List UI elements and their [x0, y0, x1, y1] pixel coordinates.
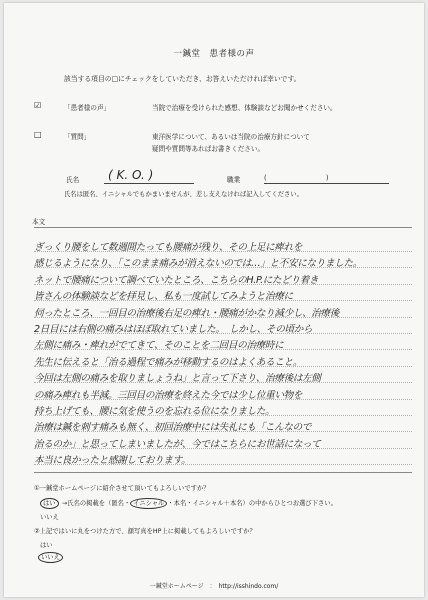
body-text-line: 先生に伝えると「治る過程で痛みが移動するのはよくあること。	[34, 356, 303, 368]
question-2: ②上記ではいに丸をつけた方で、顔写真をHP上に掲載してもよろしいですか？	[34, 528, 256, 535]
question-1-no-option: いいえ	[40, 514, 59, 521]
job-value: ( )	[264, 174, 329, 182]
body-text-line: の痛み痺れも半減。三回目の治療を終えた今では少し位重い物を	[34, 389, 303, 401]
name-underline	[104, 183, 194, 184]
job-label: 職業	[227, 176, 241, 184]
body-text-line: 治るのか」と思ってしまいましたが、今ではこちらにお世話になって	[34, 438, 321, 450]
testimonial-form-sheet	[4, 3, 424, 597]
question-2-yes-option: はい	[40, 542, 53, 549]
question-1: ①一鍼堂ホームページに紹介させて頂いてもよろしいですか？	[34, 485, 210, 492]
question-1-option-text: →氏名の掲載を（匿名・	[62, 500, 131, 507]
section-question-description-2: 疑問や質問等あればお書きください。	[152, 145, 265, 153]
question-1-option-rest: ・本名・イニシャル＋本名）の中からひとつお選び下さい。	[167, 500, 337, 507]
footer-url: http://isshindo.com/	[218, 583, 279, 590]
checked-checkbox-icon: ☑	[34, 101, 42, 110]
body-text-line: 左側に痛み・痺れがでてきて、そのことを二回目の治療時に	[34, 340, 284, 352]
footer: 一鍼堂ホームページ ： http://isshindo.com/	[149, 583, 279, 590]
question-1-yes-option	[40, 498, 59, 509]
empty-checkbox-icon: □	[34, 130, 42, 139]
name-value: ( K. O. )	[108, 168, 154, 182]
body-text-line: 皆さんの体験談などを拝見し、私も一度試してみようと治療に	[34, 291, 293, 303]
section-question-label: 「質問」	[64, 133, 91, 141]
form-intro: 該当する項目の□にチェックをしていただき、お答えいただければ幸いです。	[64, 75, 301, 83]
form-title: 一鍼堂 患者様の声	[173, 49, 255, 59]
body-text-line: ぎっくり腰をして数週間たっても腰痛が残り、その上足に痺れを	[34, 242, 303, 253]
question-1-name-choice	[62, 498, 337, 509]
question-1-yes-circled: はい	[40, 498, 59, 509]
body-text-line: 伺ったところ、一回目の治療後右足の痺れ・腰痛がかなり減少し、治療後	[34, 307, 340, 319]
footer-site-name: 一鍼堂ホームページ	[149, 583, 204, 590]
question-2-no-option	[38, 552, 63, 563]
body-text-line: 今回は左側の痛みを取りましょうね」と言って下さり、治療後は左側	[34, 373, 321, 385]
question-1-option-circled: イニシャル	[130, 498, 167, 509]
body-text-line: 治療は鍼を刺す痛みも無く、初回治療中には失礼にも「こんなので	[34, 422, 312, 434]
body-text-line: ネットで腰痛について調べていたところ、こちらのH.P.にたどり着き	[34, 274, 319, 286]
body-text-line: 持ち上げても、腰に気を使うのを忘れる位になりました。	[34, 406, 275, 417]
section-voice-label: 「患者様の声」	[64, 104, 111, 112]
job-underline	[264, 183, 389, 184]
name-label: 氏名	[66, 176, 80, 184]
question-2-no-circled: いいえ	[38, 552, 63, 563]
section-voice	[34, 101, 41, 110]
body-text-line: 2日目には右側の痛みはほぼ取れていました。 しかし、その頃から	[34, 324, 313, 335]
body-text-line: 本当に良かったと感謝しております。	[34, 455, 191, 467]
section-question	[34, 130, 42, 139]
body-label: 本文	[32, 218, 46, 226]
body-text-line: 感じるようになり、「このまま痛みが消えないのでは…」と不安になりました。	[34, 258, 362, 270]
section-question-description-1: 東洋医学について、あるいは当院の治療方針について	[152, 133, 310, 141]
name-note: 氏名は匿名、イニシャルでもかまいませんが、差し支えなければ記入してください。	[64, 191, 303, 198]
section-voice-description: 当院で治療を受けられた感想、体験談などお聞かせください。	[152, 104, 337, 112]
